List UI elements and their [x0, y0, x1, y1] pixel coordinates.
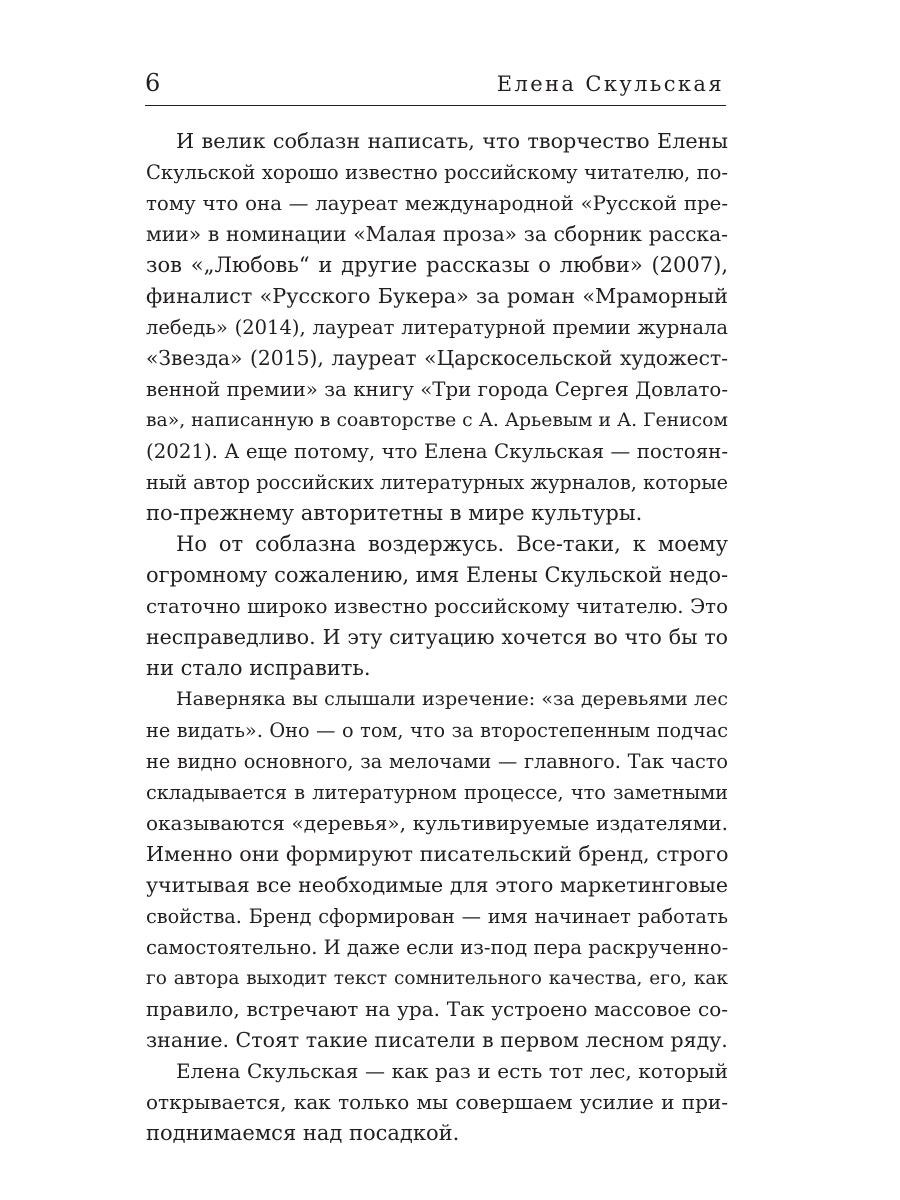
text-line: (2021). А еще потому, что Елена Скульская — постоян-: [146, 440, 728, 463]
text-line: Но от соблазна воздержусь. Все-таки, к моему: [176, 532, 728, 556]
text-line: «Звезда» (2015), лауреат «Царскосельской художест-: [146, 346, 728, 370]
paragraph: [146, 1056, 728, 1149]
running-head-author: Елена Скульская: [496, 72, 724, 96]
text-line: свойства. Бренд сформирован — имя начинает работать: [146, 905, 728, 928]
text-line: самостоятельно. И даже если из-под пера раскрученно-: [146, 936, 729, 959]
text-line: не видать». Оно — о том, что за второстепенным подчас: [146, 719, 728, 742]
text-line: финалист «Русского Букера» за роман «Мраморный: [146, 284, 728, 308]
body-text: [146, 126, 728, 1149]
text-line: Скульской хорошо известно российскому читателю, по-: [146, 161, 728, 184]
text-line: по-прежнему авторитетны в мире культуры.: [146, 501, 643, 525]
text-line: Елена Скульская — как раз и есть тот лес, который: [176, 1059, 728, 1083]
text-line: Наверняка вы слышали изречение: «за деревьями лес: [176, 688, 728, 710]
text-line: складывается в литературном процессе, что заметными: [146, 781, 728, 804]
text-line: тому что она — лауреат международной «Русской пре-: [146, 192, 728, 215]
text-line: мии» в номинации «Малая проза» за сборник расска-: [146, 222, 728, 246]
text-line: поднимаемся над посадкой.: [146, 1121, 460, 1145]
paragraph: [146, 684, 728, 1056]
text-line: учитывая все необходимые для этого маркетинговые: [146, 873, 728, 897]
text-line: ный автор российских литературных журналов, которые: [146, 471, 728, 494]
header-rule: [145, 105, 726, 106]
text-line: несправедливо. И эту ситуацию хочется во что бы то: [146, 625, 728, 649]
page-number: 6: [145, 69, 161, 97]
text-line: зов «„Любовь“ и другие рассказы о любви» (2007),: [146, 253, 728, 277]
text-line: правило, встречают на ура. Так устроено массовое со-: [146, 997, 728, 1021]
text-line: ни стало исправить.: [146, 656, 371, 680]
text-line: не видно основного, за мелочами — главного. Так часто: [146, 750, 728, 773]
text-line: И велик соблазн написать, что творчество Елены: [176, 129, 728, 153]
text-line: лебедь» (2014), лауреат литературной премии журнала: [146, 316, 728, 339]
text-line: ва», написанную в соавторстве с А. Арьевым и А. Генисом: [146, 410, 728, 431]
paragraph: [146, 529, 728, 684]
text-line: Именно они формируют писательский бренд, строго: [146, 842, 729, 866]
text-line: знание. Стоят такие писатели в первом лесном ряду.: [146, 1028, 728, 1052]
text-line: венной премии» за книгу «Три города Сергея Довлато-: [146, 378, 728, 401]
text-line: огромному сожалению, имя Елены Скульской недо-: [146, 563, 729, 587]
text-line: го автора выходит текст сомнительного качества, его, как: [146, 968, 728, 989]
text-line: статочно широко известно российскому читателю. Это: [146, 595, 728, 618]
text-line: открывается, как только мы совершаем усилие и при-: [146, 1090, 728, 1114]
text-line: оказываются «деревья», культивируемые издателями.: [146, 811, 728, 835]
paragraph: [146, 126, 728, 529]
